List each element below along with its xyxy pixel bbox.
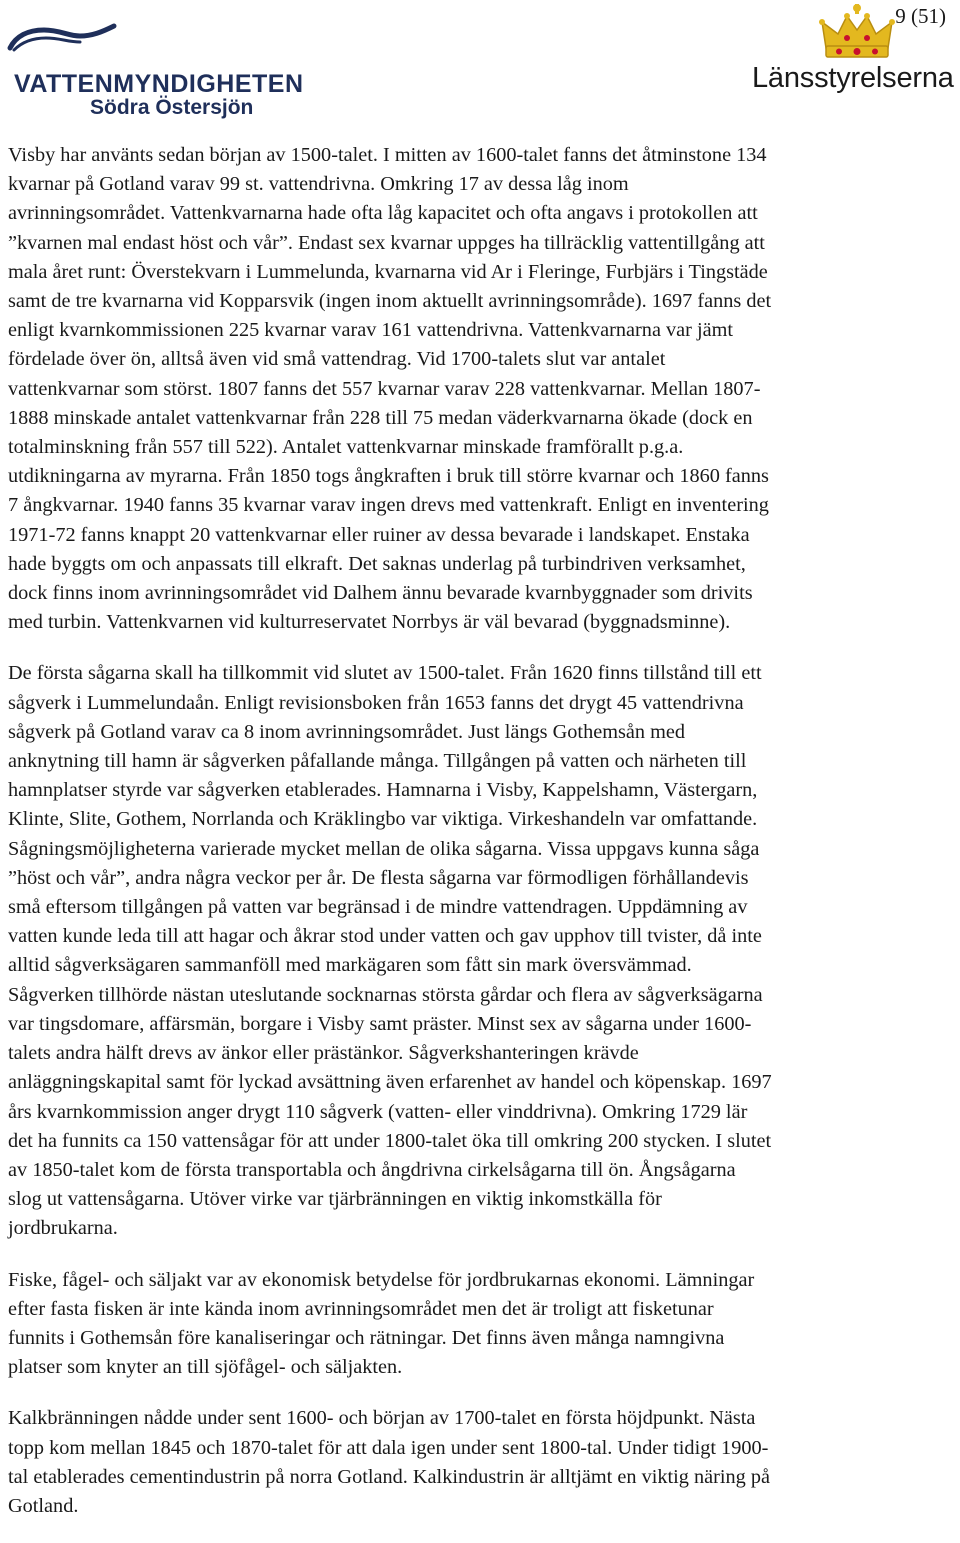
page-number: 9 (51): [895, 4, 946, 28]
paragraph-sawmills: De första sågarna skall ha tillkommit vid slutet av 1500-talet. Från 1620 finns tillstånd till ett sågverk i Lummelundaån. Enligt revisionsboken från 1653 fanns det drygt 45 vattendrivna sågverk på Gotland varav ca 8 inom avrinningsområdet. Just längs Gothemsån med anknytning till hamn är sågverken påfallande många. Tillgången på vatten och närheten till hamnplatser styrde var sågverken etablerades. Hamnarna i Visby, Kappelshamn, Västergarn, Klinte, Slite, Gothem, Norrlanda och Kräklingbo var viktiga. Virkeshandeln var omfattande. Sågningsmöjligheterna varierade mycket mellan de olika sågarna. Vissa uppgavs kunna såga ”höst och vår”, andra några veckor per år. De flesta sågarna var förmodligen förhållandevis små eftersom tillgången på vatten var begränsad i de mindre vattendragen. Uppdämning av vatten kunde leda till att hagar och åkrar stod under vatten och gav upphov till tvister, då inte alltid sågverksägaren sammanföll med markägaren som fått sin mark översvämmad. Sågverken tillhörde nästan uteslutande socknarnas största gårdar och flera av sågverksägarna var tingsdomare, affärsmän, borgare i Visby samt präster. Minst sex av sågarna under 1600- talets andra hälft drevs av änkor eller prästänkor. Sågverkshanteringen krävde anläggningskapital samt för lyckad avsättning även erfarenhet av handel och köpenskap. 1697 års kvarnkommission anger drygt 110 sågverk (vatten- eller vinddrivna). Omkring 1729 lär det ha funnits ca 150 vattensågar för att under 1800-talet öka till omkring 200 stycken. I slutet av 1850-talet kom de första transportabla och ångdrivna cirkelsågarna till ön. Ångsågarna slog ut vattensågarna. Utöver virke var tjärbränningen en viktig inkomstkälla för jordbrukarna.: [8, 662, 772, 1240]
vattenmyndigheten-title: VATTENMYNDIGHETEN: [14, 70, 304, 98]
document-body: [8, 141, 958, 1543]
water-wave-icon: [6, 22, 126, 52]
paragraph-mills: Visby har använts sedan början av 1500-talet. I mitten av 1600-talet fanns det åtminstone 134 kvarnar på Gotland varav 99 st. vattendrivna. Omkring 17 av dessa låg inom avrinningsområdet. Vattenkvarnarna hade ofta låg kapacitet och ofta angavs i protokollen att ”kvarnen mal endast höst och vår”. Endast sex kvarnar uppges ha tillräcklig vattentillgång att mala året runt: Överstekvarn i Lummelunda, kvarnarna vid Ar i Fleringe, Furbjärs i Tingstäde samt de tre kvarnarna vid Kopparsvik (ingen inom aktuellt avrinningsområde). 1697 fanns det enligt kvarnkommissionen 225 kvarnar varav 161 vattendrivna. Vattenkvarnarna var jämt fördelade över ön, alltså även vid små vattendrag. Vid 1700-talets slut var antalet vattenkvarnar som störst. 1807 fanns det 557 kvarnar varav 228 vattenkvarnar. Mellan 1807- 1888 minskade antalet vattenkvarnar från 228 till 75 medan väderkvarnarna ökade (dock en totalminskning från 557 till 522). Antalet vattenkvarnar minskade framförallt p.g.a. utdikningarna av myrarna. Från 1850 togs ångkraften i bruk till större kvarnar och 1860 fanns 7 ångkvarnar. 1940 fanns 35 kvarnar varav ingen drevs med vattenkraft. Enligt en inventering 1971-72 fanns knappt 20 vattenkvarnar eller ruiner av dessa bevarade i landskapet. Enstaka hade byggts om och anpassats till elkraft. Det saknas underlag på turbindriven verksamhet, dock finns inom avrinningsområdet vid Dalhem ännu bevarade kvarnbyggnader som drivits med turbin. Vattenkvarnen vid kulturreservatet Norrbys är väl bevarad (byggnadsminne).: [8, 144, 772, 634]
lansstyrelserna-logo: [752, 2, 960, 106]
page-header: [0, 0, 960, 119]
lansstyrelserna-name: Länsstyrelserna: [752, 62, 954, 94]
crown-icon: [814, 2, 900, 62]
vattenmyndigheten-logo: [6, 22, 306, 119]
vattenmyndigheten-subtitle: Södra Östersjön: [90, 96, 254, 119]
paragraph-lime: Kalkbränningen nådde under sent 1600- och början av 1700-talet en första höjdpunkt. Nästa topp kom mellan 1845 och 1870-talet för att dala igen under sent 1800-tal. Under tidigt 1900- tal etablerades cementindustrin på norra Gotland. Kalkindustrin är alltjämt en viktig näring på Gotland.: [8, 1407, 771, 1517]
paragraph-fishing: Fiske, fågel- och säljakt var av ekonomisk betydelse för jordbrukarnas ekonomi. Lämningar efter fasta fisken är inte kända inom avrinningsområdet men det är troligt att fisketunar funnits i Gothemsån före kanaliseringar och rätningar. Det finns även många namngivna platser som knyter an till sjöfågel- och säljakten.: [8, 1268, 755, 1379]
